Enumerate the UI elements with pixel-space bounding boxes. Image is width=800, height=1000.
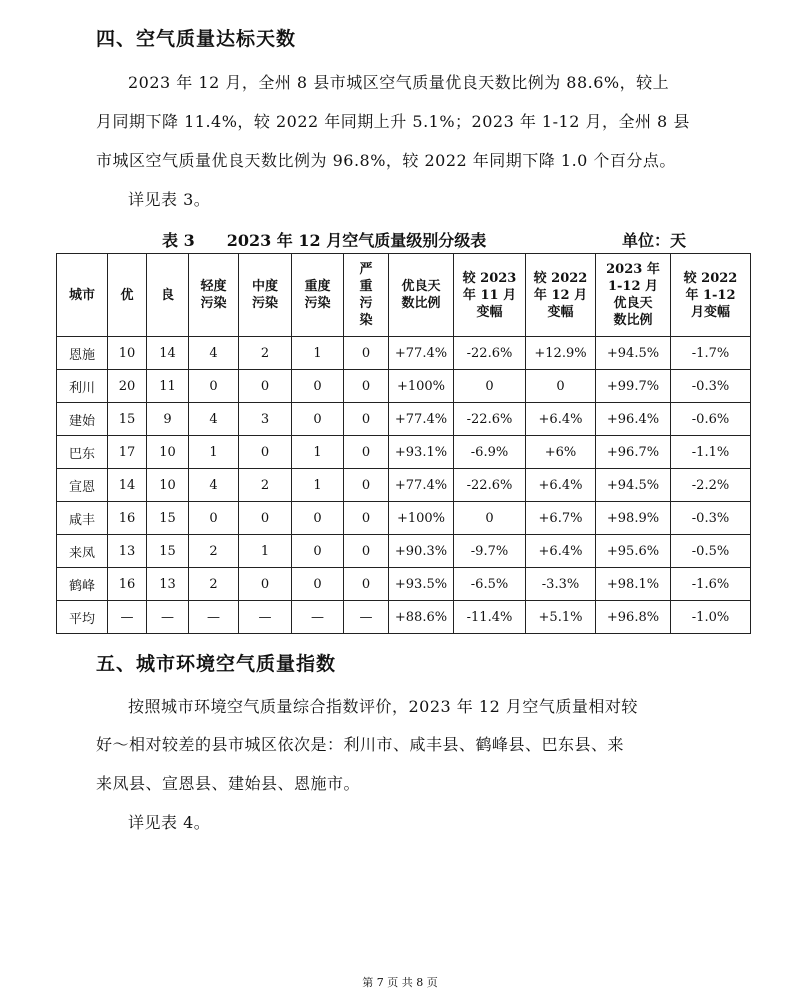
- cell-good: —: [147, 601, 189, 634]
- table-row: [57, 535, 751, 568]
- cell-city: 来凤: [57, 535, 108, 568]
- cell-ratio: +88.6%: [389, 601, 454, 634]
- cell-moderate: 3: [239, 403, 292, 436]
- cell-vs-annual: -1.0%: [671, 601, 751, 634]
- cell-city: 恩施: [57, 337, 108, 370]
- cell-vs-annual: -1.7%: [671, 337, 751, 370]
- header-good-days-ratio: 优良天 数比例: [389, 254, 454, 337]
- cell-heavy: 1: [292, 337, 344, 370]
- table-row: [57, 403, 751, 436]
- cell-good: 15: [147, 502, 189, 535]
- cell-excellent: —: [108, 601, 147, 634]
- cell-ratio: +77.4%: [389, 403, 454, 436]
- cell-light: 4: [189, 337, 239, 370]
- table3-unit: 单位：天: [622, 231, 687, 250]
- table-row: [57, 436, 751, 469]
- cell-severe: 0: [344, 370, 389, 403]
- cell-vs-annual: -1.1%: [671, 436, 751, 469]
- cell-moderate: 1: [239, 535, 292, 568]
- cell-excellent: 10: [108, 337, 147, 370]
- section5-heading: 五、城市环境空气质量指数: [96, 653, 337, 675]
- cell-severe: —: [344, 601, 389, 634]
- cell-severe: 0: [344, 568, 389, 601]
- cell-vs-nov: -22.6%: [454, 403, 526, 436]
- cell-severe: 0: [344, 502, 389, 535]
- header-excellent: 优: [108, 254, 147, 337]
- cell-excellent: 15: [108, 403, 147, 436]
- cell-ratio: +90.3%: [389, 535, 454, 568]
- cell-light: 1: [189, 436, 239, 469]
- cell-annual-ratio: +96.4%: [596, 403, 671, 436]
- table-header-row: [57, 254, 751, 337]
- cell-ratio: +93.5%: [389, 568, 454, 601]
- cell-moderate: 2: [239, 469, 292, 502]
- cell-moderate: 0: [239, 502, 292, 535]
- cell-vs-annual: -2.2%: [671, 469, 751, 502]
- cell-vs-nov: 0: [454, 370, 526, 403]
- header-good: 良: [147, 254, 189, 337]
- table-row: [57, 337, 751, 370]
- cell-vs-nov: -6.9%: [454, 436, 526, 469]
- header-heavy-pollution: 重度 污染: [292, 254, 344, 337]
- cell-annual-ratio: +96.8%: [596, 601, 671, 634]
- cell-vs-annual: -0.5%: [671, 535, 751, 568]
- cell-excellent: 14: [108, 469, 147, 502]
- cell-light: 0: [189, 370, 239, 403]
- cell-vs-dec: +12.9%: [526, 337, 596, 370]
- cell-vs-nov: -9.7%: [454, 535, 526, 568]
- cell-ratio: +100%: [389, 502, 454, 535]
- cell-city: 鹤峰: [57, 568, 108, 601]
- cell-good: 13: [147, 568, 189, 601]
- cell-vs-annual: -0.6%: [671, 403, 751, 436]
- header-2023-annual-ratio: 2023 年 1-12 月 优良天 数比例: [596, 254, 671, 337]
- cell-good: 14: [147, 337, 189, 370]
- cell-vs-annual: -0.3%: [671, 370, 751, 403]
- cell-vs-dec: +6.4%: [526, 469, 596, 502]
- section5-para-line-1: 按照城市环境空气质量综合指数评价，2023 年 12 月空气质量相对较: [128, 697, 638, 716]
- cell-good: 9: [147, 403, 189, 436]
- cell-moderate: 0: [239, 370, 292, 403]
- cell-heavy: 1: [292, 436, 344, 469]
- cell-vs-dec: +6%: [526, 436, 596, 469]
- header-city: 城市: [57, 254, 108, 337]
- section4-para-line-1: 2023 年 12 月，全州 8 县市城区空气质量优良天数比例为 88.6%，较上: [128, 73, 670, 92]
- cell-heavy: 1: [292, 469, 344, 502]
- cell-vs-nov: -22.6%: [454, 469, 526, 502]
- cell-city: 利川: [57, 370, 108, 403]
- cell-vs-nov: 0: [454, 502, 526, 535]
- cell-vs-annual: -0.3%: [671, 502, 751, 535]
- cell-city: 咸丰: [57, 502, 108, 535]
- header-moderate-pollution: 中度 污染: [239, 254, 292, 337]
- cell-vs-dec: +6.4%: [526, 535, 596, 568]
- cell-severe: 0: [344, 436, 389, 469]
- table-row: [57, 469, 751, 502]
- table-row: [57, 502, 751, 535]
- page-footer: 第 7 页 共 8 页: [362, 976, 438, 989]
- cell-vs-dec: +5.1%: [526, 601, 596, 634]
- cell-annual-ratio: +95.6%: [596, 535, 671, 568]
- see-table-4: 详见表 4。: [128, 813, 211, 832]
- cell-ratio: +77.4%: [389, 469, 454, 502]
- cell-good: 15: [147, 535, 189, 568]
- cell-light: 4: [189, 403, 239, 436]
- cell-excellent: 16: [108, 568, 147, 601]
- cell-severe: 0: [344, 403, 389, 436]
- cell-vs-dec: +6.7%: [526, 502, 596, 535]
- cell-heavy: 0: [292, 535, 344, 568]
- cell-city: 建始: [57, 403, 108, 436]
- cell-moderate: 2: [239, 337, 292, 370]
- cell-excellent: 20: [108, 370, 147, 403]
- table-row: [57, 370, 751, 403]
- cell-moderate: 0: [239, 436, 292, 469]
- cell-vs-nov: -22.6%: [454, 337, 526, 370]
- cell-good: 11: [147, 370, 189, 403]
- cell-annual-ratio: +98.9%: [596, 502, 671, 535]
- cell-severe: 0: [344, 535, 389, 568]
- cell-city: 巴东: [57, 436, 108, 469]
- section5-para-line-3: 来凤县、宣恩县、建始县、恩施市。: [96, 774, 361, 793]
- cell-light: 4: [189, 469, 239, 502]
- header-vs-2022-dec: 较 2022 年 12 月 变幅: [526, 254, 596, 337]
- cell-vs-annual: -1.6%: [671, 568, 751, 601]
- section5-para-line-2: 好～相对较差的县市城区依次是：利川市、咸丰县、鹤峰县、巴东县、来: [96, 735, 625, 754]
- cell-annual-ratio: +96.7%: [596, 436, 671, 469]
- cell-good: 10: [147, 469, 189, 502]
- cell-good: 10: [147, 436, 189, 469]
- cell-vs-nov: -6.5%: [454, 568, 526, 601]
- cell-heavy: 0: [292, 403, 344, 436]
- cell-light: 2: [189, 535, 239, 568]
- cell-ratio: +93.1%: [389, 436, 454, 469]
- cell-light: 0: [189, 502, 239, 535]
- cell-annual-ratio: +98.1%: [596, 568, 671, 601]
- cell-annual-ratio: +94.5%: [596, 337, 671, 370]
- cell-ratio: +100%: [389, 370, 454, 403]
- cell-excellent: 17: [108, 436, 147, 469]
- cell-ratio: +77.4%: [389, 337, 454, 370]
- table-row: [57, 568, 751, 601]
- header-light-pollution: 轻度 污染: [189, 254, 239, 337]
- header-vs-2022-annual: 较 2022 年 1-12 月变幅: [671, 254, 751, 337]
- section4-para-line-3: 市城区空气质量优良天数比例为 96.8%，较 2022 年同期下降 1.0 个百分点。: [96, 151, 676, 170]
- cell-moderate: 0: [239, 568, 292, 601]
- header-vs-2023-nov: 较 2023 年 11 月 变幅: [454, 254, 526, 337]
- cell-light: —: [189, 601, 239, 634]
- cell-annual-ratio: +99.7%: [596, 370, 671, 403]
- cell-vs-dec: +6.4%: [526, 403, 596, 436]
- cell-heavy: —: [292, 601, 344, 634]
- cell-heavy: 0: [292, 568, 344, 601]
- table3-caption: 表 3 2023 年 12 月空气质量级别分级表: [162, 231, 487, 250]
- cell-vs-nov: -11.4%: [454, 601, 526, 634]
- cell-excellent: 13: [108, 535, 147, 568]
- cell-severe: 0: [344, 337, 389, 370]
- cell-city: 宣恩: [57, 469, 108, 502]
- header-severe-pollution: 严 重 污 染: [344, 254, 389, 337]
- cell-heavy: 0: [292, 370, 344, 403]
- see-table-3: 详见表 3。: [128, 190, 211, 209]
- section4-heading: 四、空气质量达标天数: [96, 28, 297, 50]
- cell-light: 2: [189, 568, 239, 601]
- cell-heavy: 0: [292, 502, 344, 535]
- cell-moderate: —: [239, 601, 292, 634]
- cell-excellent: 16: [108, 502, 147, 535]
- section4-para-line-2: 月同期下降 11.4%，较 2022 年同期上升 5.1%；2023 年 1-12 月，全州 8 县: [96, 112, 690, 131]
- cell-severe: 0: [344, 469, 389, 502]
- cell-vs-dec: -3.3%: [526, 568, 596, 601]
- cell-city: 平均: [57, 601, 108, 634]
- air-quality-grade-table: [56, 253, 751, 634]
- table-row: [57, 601, 751, 634]
- cell-vs-dec: 0: [526, 370, 596, 403]
- cell-annual-ratio: +94.5%: [596, 469, 671, 502]
